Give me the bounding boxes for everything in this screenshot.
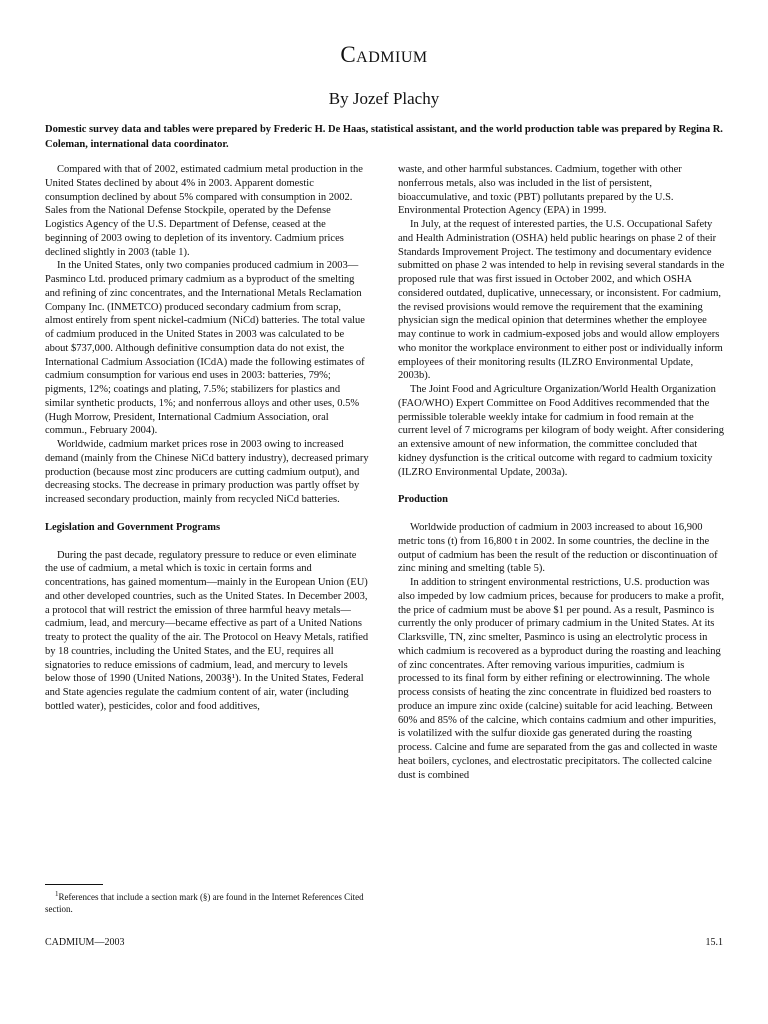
paragraph: Worldwide, cadmium market prices rose in 2003 owing to increased demand (mainly from the Chinese NiCd battery industry), decreased primary production (because most zinc producers are cutting cadmium output), and decreasing stocks. The decrease in primary production was partly offset by increased secondary production, mainly from recycled NiCd batteries.	[45, 439, 369, 505]
author-byline: By Jozef Plachy	[328, 89, 440, 108]
footnote-text: References that include a section mark (§) are found in the Internet References Cited section.	[45, 892, 364, 914]
right-column	[398, 163, 725, 782]
footnote	[45, 888, 370, 915]
paragraph: waste, and other harmful substances. Cadmium, together with other nonferrous metals, also was included in the list of persistent, bioaccumulative, and toxic (PBT) pollutants prepared by the U.S. Environmental Protection Agency (EPA) in 1999.	[398, 164, 682, 217]
paragraph: Compared with that of 2002, estimated cadmium metal production in the United States declined by about 4% in 2003. Apparent domestic consumption declined by about 5% compared with consumption in 2002. Sales from the National Defense Stockpile, operated by the Defense Logistics Agency of the U.S. Department of Defense, ceased at the beginning of 2003 owing to depletion of its inventory. Cadmium prices declined slightly in 2003 (table 1).	[45, 164, 363, 258]
paragraph: In the United States, only two companies produced cadmium in 2003—Pasminco Ltd. produced primary cadmium as a byproduct of the smelting and refining of zinc concentrates, and the International Metals Reclamation Company Inc. (INMETCO) produced secondary cadmium from scrap, almost entirely from spent nickel-cadmium (NiCd) batteries. The total value of cadmium produced in the United States in 2003 was calculated to be about $737,000. Although definitive consumption data do not exist, the International Cadmium Association (ICdA) made the following estimates of cadmium consumption for various end uses in 2003: batteries, 79%; pigments, 12%; coatings and plating, 7.5%; stabilizers for plastics and similar synthetic products, 1%; and nonferrous alloys and other uses, 0.5% (Hugh Morrow, President, International Cadmium Association, oral commun., February 2004).	[45, 260, 365, 437]
section-heading-legislation: Legislation and Government Programs	[45, 521, 221, 533]
paragraph: Worldwide production of cadmium in 2003 increased to about 16,900 metric tons (t) from 16,800 t in 2002. In some countries, the decline in the output of cadmium has been the result of the reduction or discontinuation of zinc mining and smelting (table 5).	[398, 522, 718, 575]
page-number: 15.1	[705, 937, 723, 948]
paragraph: The Joint Food and Agriculture Organization/World Health Organization (FAO/WHO) Expert Committee on Food Additives recommended that the permissible tolerable weekly intake for cadmium in food remain at the current level of 7 micrograms per kilogram of body weight. After considering an extensive amount of new information, the committee concluded that kidney dysfunction is the critical outcome with regard to cadmium toxicity (ILZRO Environmental Update, 2003a).	[398, 384, 724, 478]
footer-running-title: CADMIUM—2003	[45, 937, 125, 948]
footnote-mark: 1	[55, 890, 59, 898]
left-column	[45, 163, 370, 714]
paragraph: During the past decade, regulatory pressure to reduce or even eliminate the use of cadmium, a metal which is toxic in certain forms and concentrations, has gained momentum—mainly in the European Union (EU) and other developed countries, such as the United States. In December 2003, a protocol that will restrict the emission of three harmful heavy metals—cadmium, lead, and mercury—became effective as part of a United Nations treaty to protect the quality of the air. The Protocol on Heavy Metals, ratified by 18 countries, including the United States, and the EU, requires all signatories to reduce emissions of cadmium, lead, and mercury to levels below those of 1990 (United Nations, 2003§¹). In the United States, Federal and State agencies regulate the cadmium content of air, water (including bottled water), pesticides, color and food additives,	[45, 549, 369, 712]
page-title: Cadmium	[340, 42, 428, 67]
footnote-divider	[45, 884, 103, 885]
paragraph: In addition to stringent environmental restrictions, U.S. production was also impeded by low cadmium prices, because for producers to make a profit, the price of cadmium must be above $1 per pound. As a result, Pasminco is currently the only producer of primary cadmium in the United States. At its Clarksville, TN, zinc smelter, Pasminco is using an electrolytic process in which cadmium is recovered as a byproduct during the roasting and leaching of zinc concentrates. After removing various impurities, cadmium is processed to its final form by either refining or electrowinning. The whole process consists of heating the zinc concentrate in fluidized bed roasters to produce an impure zinc oxide (calcine) suitable for acid leaching. Between 60% and 85% of the calcine, which contains cadmium and other impurities, is volatilized with the sulfur dioxide gas generated during the roasting process. Calcine and fume are separated from the gas and collected in waste heat boilers, cyclones, and electrostatic precipitators. The collected calcine dust is combined	[398, 577, 724, 781]
credits-paragraph: Domestic survey data and tables were prepared by Frederic H. De Haas, statistical assistant, and the world production table was prepared by Regina R. Coleman, international data coordinator.	[45, 124, 723, 150]
paragraph: In July, at the request of interested parties, the U.S. Occupational Safety and Health Administration (OSHA) held public hearings on phase 2 of their Standards Improvement Project. The testimony and documentary evidence submitted on phase 2 was intended to help in revising several standards in the proposed rule that was first issued in October 2002, and which OSHA considered outdated, duplicative, unnecessary, or inconsistent. For cadmium, the revised provisions would remove the requirement that the examining physician sign the medical opinion that determines whether the employee may continue to work in cadmium-exposed jobs and would allow employers who monitor the workplace environment to either post or individually inform employees of their monitoring results (ILZRO Environmental Update, 2003b).	[398, 219, 725, 382]
section-heading-production: Production	[398, 494, 448, 506]
